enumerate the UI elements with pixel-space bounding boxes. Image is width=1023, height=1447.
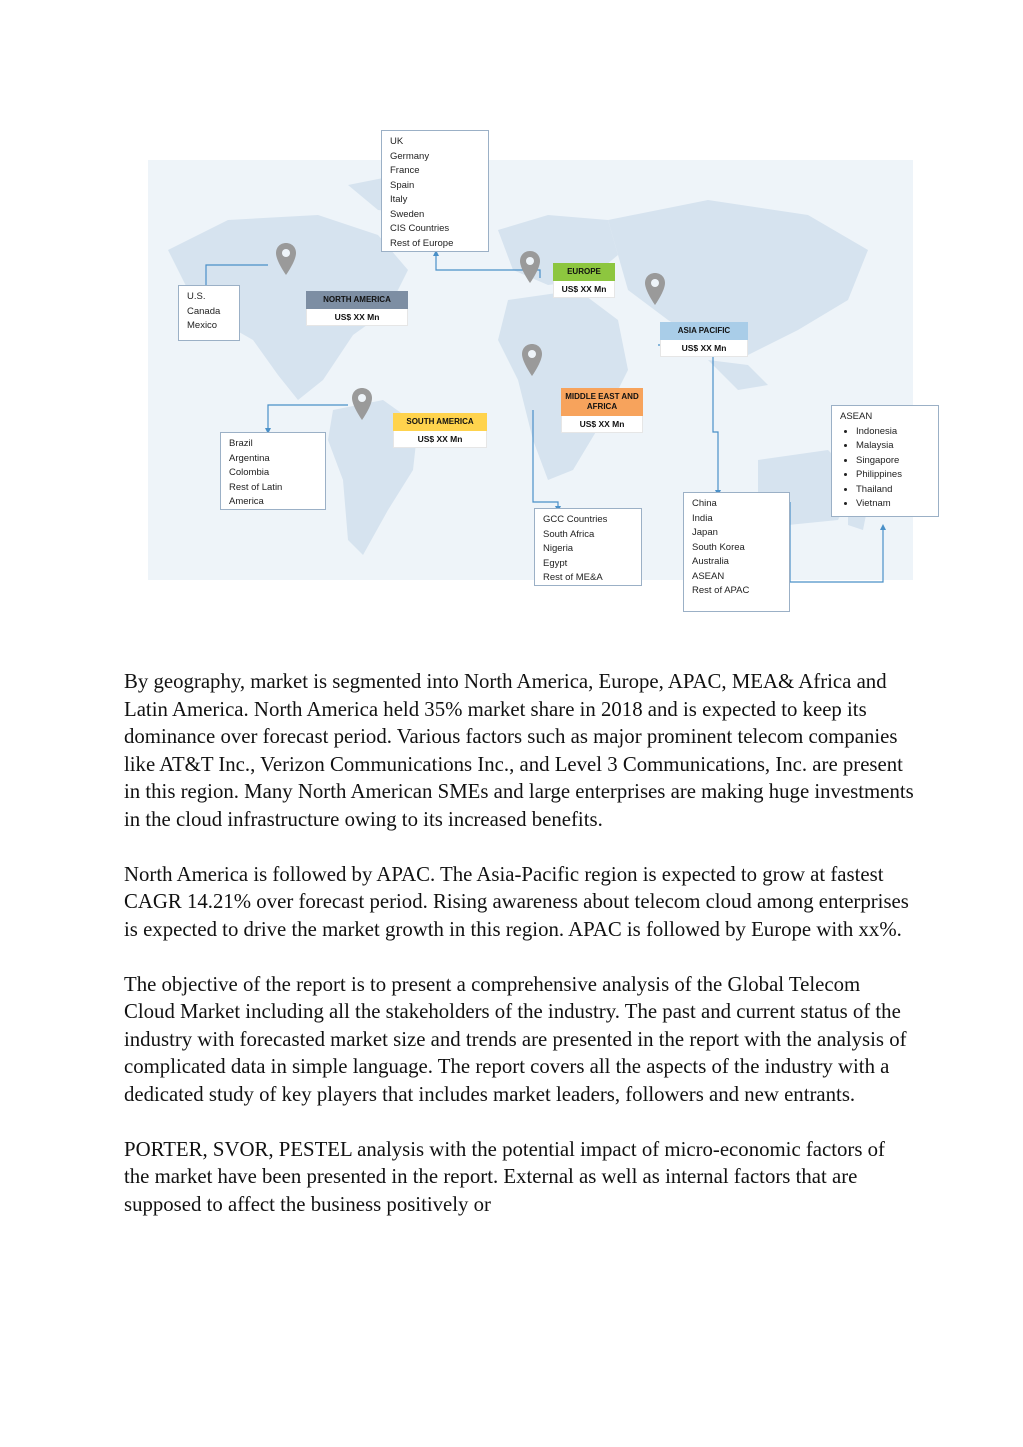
list-item: • Singapore <box>856 454 930 469</box>
regional-market-map <box>148 130 943 610</box>
list-item: U.S. <box>187 291 206 302</box>
south-america-region-tag <box>393 413 487 448</box>
list-item: Rest of APAC <box>692 585 750 596</box>
asia-pacific-region-label: ASIA PACIFIC <box>660 322 748 340</box>
south-america-region-value: US$ XX Mn <box>393 431 487 448</box>
list-item: Egypt <box>543 557 568 569</box>
list-item: • Thailand <box>856 483 930 498</box>
paragraph: North America is followed by APAC. The Asia-Pacific region is expected to grow at fastest CAGR 14.21% over forecast period. Rising awareness about telecom cloud among enterprises is expected to drive the market growth in this region. APAC is followed by Europe with xx%. <box>124 862 909 941</box>
list-item: India <box>692 512 713 524</box>
list-item: France <box>390 165 420 176</box>
list-item: Colombia <box>229 467 270 478</box>
apac-country-list <box>683 492 790 612</box>
europe-country-list <box>381 130 489 252</box>
location-pin-icon <box>521 343 543 377</box>
list-item: Brazil <box>229 438 253 449</box>
list-item: Italy <box>390 194 408 205</box>
paragraph: By geography, market is segmented into North America, Europe, APAC, MEA& Africa and Latin America. North America held 35% market share in 2018 and is expected to keep its dominance over forecast period. Various factors such as major prominent telecom companies like AT&T Inc., Verizon Communications Inc., and Level 3 Communications, Inc. are present in this region. Many North American SMEs and large enterprises are making huge investments in the cloud infrastructure owing to its increased benefits. <box>124 670 914 831</box>
north-america-region-label: NORTH AMERICA <box>306 291 408 309</box>
list-item: CIS Countries <box>390 223 450 234</box>
list-item: Mexico <box>187 320 218 331</box>
list-item: Canada <box>187 305 221 317</box>
list-item: Germany <box>390 150 430 162</box>
north-america-region-tag <box>306 291 408 326</box>
location-pin-icon <box>519 250 541 284</box>
body-text <box>124 668 914 1246</box>
europe-region-value: US$ XX Mn <box>553 281 615 298</box>
list-item: • Indonesia <box>856 425 930 440</box>
asean-title: ASEAN <box>840 411 873 422</box>
list-item: UK <box>390 136 404 147</box>
europe-region-label: EUROPE <box>553 263 615 281</box>
south-america-region-label: SOUTH AMERICA <box>393 413 487 431</box>
north-america-country-list <box>178 285 240 341</box>
list-item: China <box>692 498 717 509</box>
list-item: Japan <box>692 527 718 538</box>
north-america-region-value: US$ XX Mn <box>306 309 408 326</box>
mea-region-value: US$ XX Mn <box>561 416 643 433</box>
mea-country-list <box>534 508 642 586</box>
list-item: Sweden <box>390 208 425 220</box>
list-item: • Vietnam <box>856 497 930 512</box>
list-item: Nigeria <box>543 543 574 554</box>
list-item: • Malaysia <box>856 439 930 454</box>
list-item: Rest of Latin <box>229 481 283 493</box>
europe-region-tag <box>553 263 615 298</box>
location-pin-icon <box>644 272 666 306</box>
asia-pacific-region-value: US$ XX Mn <box>660 340 748 357</box>
list-item: Spain <box>390 179 415 191</box>
asean-country-list <box>831 405 939 517</box>
paragraph: The objective of the report is to present a comprehensive analysis of the Global Telecom Cloud Market including all the stakeholders of the industry. The past and current status of the industry with forecasted market size and trends are presented in the report with the analysis of complicated data in simple language. The report covers all the aspects of the industry with a dedicated study of key players that includes market leaders, followers and new entrants. <box>124 972 907 1106</box>
location-pin-icon <box>351 387 373 421</box>
paragraph: PORTER, SVOR, PESTEL analysis with the potential impact of micro-economic factors of the market have been presented in the report. External as well as internal factors that are supposed to affect the business positively or <box>124 1137 885 1216</box>
list-item: South Korea <box>692 541 745 553</box>
list-item: South Africa <box>543 528 595 540</box>
mea-region-tag <box>561 388 643 433</box>
list-item: ASEAN <box>692 570 725 582</box>
list-item: Rest of ME&A <box>543 572 603 583</box>
list-item: • Philippines <box>856 468 930 483</box>
list-item: Australia <box>692 556 729 567</box>
south-america-country-list <box>220 432 326 510</box>
list-item: GCC Countries <box>543 514 608 525</box>
list-item: Argentina <box>229 452 270 464</box>
list-item: America <box>229 496 264 507</box>
mea-region-label: MIDDLE EAST AND AFRICA <box>561 388 643 416</box>
list-item: Rest of Europe <box>390 237 454 249</box>
location-pin-icon <box>275 242 297 276</box>
asia-pacific-region-tag <box>660 322 748 357</box>
